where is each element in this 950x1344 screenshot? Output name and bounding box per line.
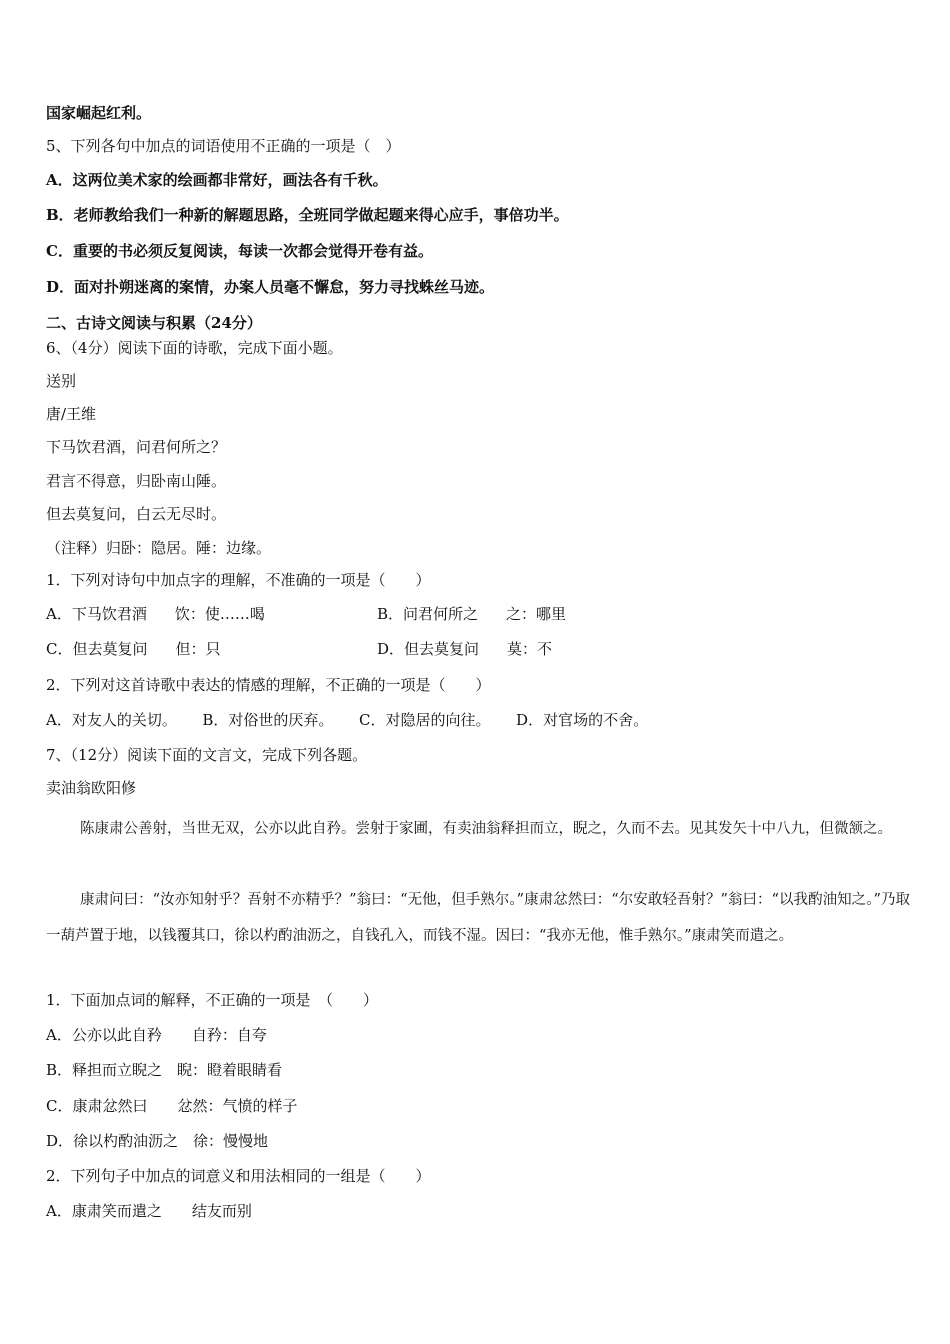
q6-sub1-b-gloss: 之：哪里 [506, 605, 567, 623]
q6-sub1-option-a [46, 604, 265, 624]
q7-sub2-stem: 2．下列句子中加点的词意义和用法相同的一组是（ ） [46, 1167, 431, 1185]
q6-sub1-a-gloss: 饮：使……喝 [174, 605, 265, 623]
q6-sub2-option-b: B．对俗世的厌弃。 [202, 711, 334, 729]
q6-sub1-c-gloss: 但：只 [175, 640, 221, 658]
poem-author: 唐/王维 [46, 405, 97, 423]
q6-sub1-b-text: B．问君何所之 [377, 605, 479, 623]
q7-stem: 7、（12分）阅读下面的文言文，完成下列各题。 [46, 746, 368, 764]
poem-line-3: 但去莫复问，白云无尽时。 [46, 505, 227, 523]
poem-note: （注释）归卧：隐居。陲：边缘。 [46, 539, 272, 557]
q6-sub1-option-b [377, 604, 566, 624]
q7-passage-title: 卖油翁欧阳修 [46, 779, 137, 797]
q7-sub1-option-d: D．徐以杓酌油沥之 徐：慢慢地 [46, 1132, 269, 1150]
q6-sub1-d-text: D．但去莫复问 [377, 640, 480, 658]
q5-stem: 5、下列各句中加点的词语使用不正确的一项是（ ） [46, 137, 401, 155]
q6-sub1-option-c [46, 639, 221, 659]
q5-option-b: B．老师教给我们一种新的解题思路，全班同学做起题来得心应手，事倍功半。 [46, 206, 569, 224]
q6-sub1-option-d [377, 639, 552, 659]
q6-sub2-option-c: C．对隐居的向往。 [359, 711, 491, 729]
q6-sub1-a-text: A．下马饮君酒 [46, 605, 147, 623]
q5-option-a: A．这两位美术家的绘画都非常好，画法各有千秋。 [46, 171, 388, 189]
poem-line-1: 下马饮君酒，问君何所之？ [46, 438, 227, 456]
q6-sub2-options [46, 710, 648, 730]
q6-sub2-stem: 2．下列对这首诗歌中表达的情感的理解，不正确的一项是（ ） [46, 676, 491, 694]
q7-sub2-option-a: A．康肃笑而遣之 结友而别 [46, 1202, 252, 1220]
section2-title: 二、古诗文阅读与积累（24分） [46, 314, 262, 332]
q7-sub1-option-a: A．公亦以此自矜 自矜：自夸 [46, 1026, 267, 1044]
q6-sub1-c-text: C．但去莫复问 [46, 640, 148, 658]
q6-stem: 6、（4分）阅读下面的诗歌，完成下面小题。 [46, 339, 343, 357]
poem-title: 送别 [46, 372, 77, 390]
q7-passage-para-1: 陈康肃公善射，当世无双，公亦以此自矜。尝射于家圃，有卖油翁释担而立，睨之，久而不去。见其发矢十中八九，但微颔之。 [80, 821, 892, 837]
q7-sub1-stem: 1．下面加点词的解释，不正确的一项是 （ ） [46, 991, 379, 1009]
q5-option-c: C．重要的书必须反复阅读，每读一次都会觉得开卷有益。 [46, 242, 433, 260]
q6-sub2-option-a: A．对友人的关切。 [46, 711, 177, 729]
q6-sub1-d-gloss: 莫：不 [507, 640, 553, 658]
q4-tail-text: 国家崛起红利。 [46, 104, 152, 122]
q6-sub1-stem: 1．下列对诗句中加点字的理解，不准确的一项是（ ） [46, 571, 431, 589]
q7-sub1-option-c: C．康肃忿然曰 忿然：气愤的样子 [46, 1097, 298, 1115]
q7-passage-para-2: 康肃问曰：“汝亦知射乎？吾射不亦精乎？”翁曰：“无他，但手熟尔。”康肃忿然曰：“尔安敢轻吾射？”翁曰：“以我酌油知之。”乃取一葫芦置于地，以钱覆其口，徐以杓酌油沥之，自钱孔入，而钱不湿。因曰：“我亦无他，惟手熟尔。”康肃笑而遣之。 [46, 892, 910, 944]
q5-option-d: D．面对扑朔迷离的案情，办案人员毫不懈怠，努力寻找蛛丝马迹。 [46, 278, 495, 296]
q7-sub1-option-b: B．释担而立睨之 睨：瞪着眼睛看 [46, 1061, 283, 1079]
poem-line-2: 君言不得意，归卧南山陲。 [46, 472, 227, 490]
q6-sub2-option-d: D．对官场的不舍。 [516, 711, 649, 729]
